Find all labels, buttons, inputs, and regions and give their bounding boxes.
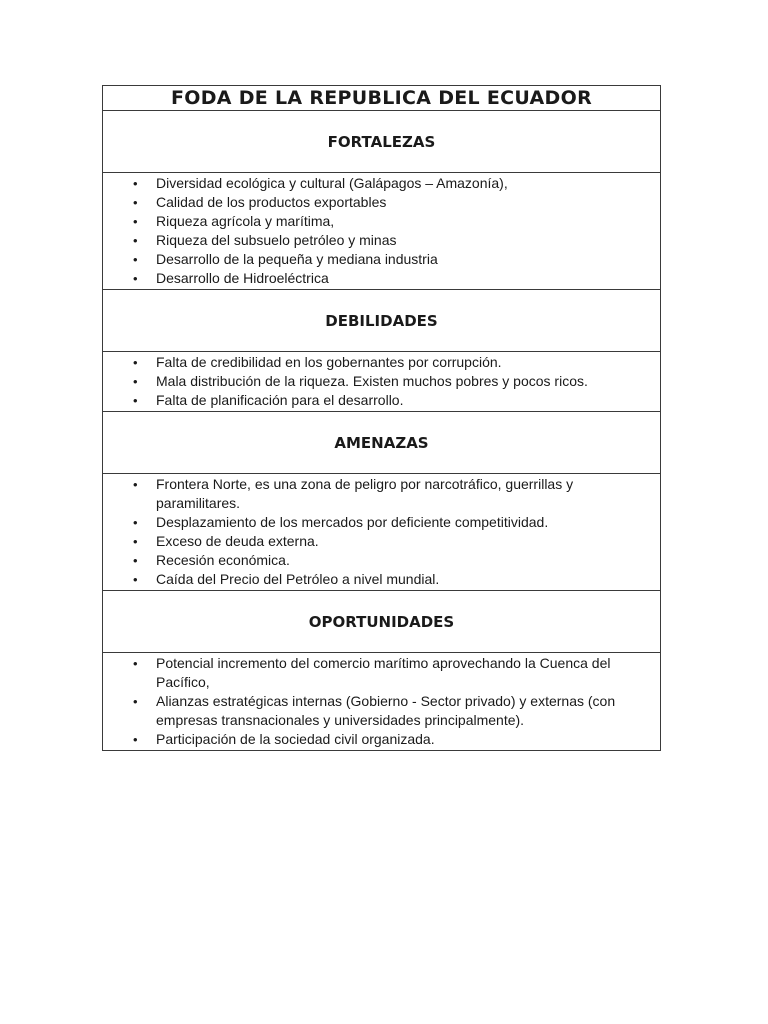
bullet-list bbox=[103, 654, 660, 749]
bullet-icon: • bbox=[133, 694, 138, 709]
list-item-text: Falta de planificación para el desarrollo. bbox=[156, 392, 404, 408]
list-item-text: Caída del Precio del Petróleo a nivel mundial. bbox=[156, 571, 440, 587]
list-item bbox=[103, 391, 660, 410]
list-item-text: Riqueza del subsuelo petróleo y minas bbox=[156, 232, 397, 248]
list-item-text: Riqueza agrícola y marítima, bbox=[156, 213, 335, 229]
section-items-oportunidades bbox=[103, 653, 661, 751]
list-item bbox=[103, 532, 660, 551]
list-item bbox=[103, 231, 660, 250]
list-item bbox=[103, 551, 660, 570]
list-item bbox=[103, 475, 660, 513]
bullet-icon: • bbox=[133, 656, 138, 671]
section-items-amenazas bbox=[103, 474, 661, 591]
section-heading: AMENAZAS bbox=[334, 433, 429, 452]
list-item-text: Mala distribución de la riqueza. Existen muchos pobres y pocos ricos. bbox=[156, 373, 588, 389]
section-items-row-oportunidades bbox=[103, 653, 661, 751]
bullet-icon: • bbox=[133, 393, 138, 408]
list-item-text: Desarrollo de la pequeña y mediana industria bbox=[156, 251, 438, 267]
bullet-icon: • bbox=[133, 553, 138, 568]
bullet-icon: • bbox=[133, 195, 138, 210]
bullet-icon: • bbox=[133, 515, 138, 530]
list-item bbox=[103, 513, 660, 532]
list-item bbox=[103, 174, 660, 193]
section-header-row-oportunidades bbox=[103, 591, 661, 653]
section-header-row-debilidades bbox=[103, 290, 661, 352]
section-header-debilidades bbox=[103, 290, 661, 352]
list-item-text: Participación de la sociedad civil organizada. bbox=[156, 731, 435, 747]
section-heading: OPORTUNIDADES bbox=[308, 612, 455, 631]
section-heading: DEBILIDADES bbox=[325, 311, 438, 330]
list-item-text: Recesión económica. bbox=[156, 552, 290, 568]
list-item-text: Desarrollo de Hidroeléctrica bbox=[156, 270, 329, 286]
list-item-text: Diversidad ecológica y cultural (Galápagos – Amazonía), bbox=[156, 175, 508, 191]
bullet-list bbox=[103, 174, 660, 288]
section-items-row-amenazas bbox=[103, 474, 661, 591]
bullet-icon: • bbox=[133, 572, 138, 587]
list-item-text: Exceso de deuda externa. bbox=[156, 533, 319, 549]
list-item bbox=[103, 372, 660, 391]
bullet-list bbox=[103, 353, 660, 410]
bullet-icon: • bbox=[133, 214, 138, 229]
list-item bbox=[103, 353, 660, 372]
bullet-icon: • bbox=[133, 233, 138, 248]
list-item bbox=[103, 250, 660, 269]
section-header-amenazas bbox=[103, 412, 661, 474]
section-header-row-fortalezas bbox=[103, 111, 661, 173]
list-item bbox=[103, 730, 660, 749]
list-item bbox=[103, 269, 660, 288]
section-items-row-debilidades bbox=[103, 352, 661, 412]
section-header-row-amenazas bbox=[103, 412, 661, 474]
bullet-icon: • bbox=[133, 355, 138, 370]
section-header-fortalezas bbox=[103, 111, 661, 173]
list-item bbox=[103, 654, 660, 692]
list-item-text: Calidad de los productos exportables bbox=[156, 194, 387, 210]
title-row bbox=[103, 86, 661, 111]
list-item bbox=[103, 193, 660, 212]
section-items-fortalezas bbox=[103, 173, 661, 290]
bullet-icon: • bbox=[133, 176, 138, 191]
list-item bbox=[103, 570, 660, 589]
bullet-list bbox=[103, 475, 660, 589]
section-items-debilidades bbox=[103, 352, 661, 412]
list-item bbox=[103, 692, 660, 730]
bullet-icon: • bbox=[133, 271, 138, 286]
section-items-row-fortalezas bbox=[103, 173, 661, 290]
bullet-icon: • bbox=[133, 477, 138, 492]
list-item-text: Alianzas estratégicas internas (Gobierno - Sector privado) y externas (con empresas transnacionales y universidades principalmente). bbox=[156, 693, 616, 728]
bullet-icon: • bbox=[133, 252, 138, 267]
section-header-oportunidades bbox=[103, 591, 661, 653]
title-cell bbox=[103, 86, 661, 111]
document-title: FODA DE LA REPUBLICA DEL ECUADOR bbox=[171, 87, 592, 109]
list-item bbox=[103, 212, 660, 231]
list-item-text: Falta de credibilidad en los gobernantes por corrupción. bbox=[156, 354, 502, 370]
list-item-text: Frontera Norte, es una zona de peligro por narcotráfico, guerrillas y paramilitares. bbox=[156, 476, 574, 511]
bullet-icon: • bbox=[133, 534, 138, 549]
foda-table bbox=[102, 85, 661, 751]
list-item-text: Desplazamiento de los mercados por deficiente competitividad. bbox=[156, 514, 549, 530]
bullet-icon: • bbox=[133, 732, 138, 747]
section-heading: FORTALEZAS bbox=[327, 132, 436, 151]
bullet-icon: • bbox=[133, 374, 138, 389]
list-item-text: Potencial incremento del comercio marítimo aprovechando la Cuenca del Pacífico, bbox=[156, 655, 611, 690]
